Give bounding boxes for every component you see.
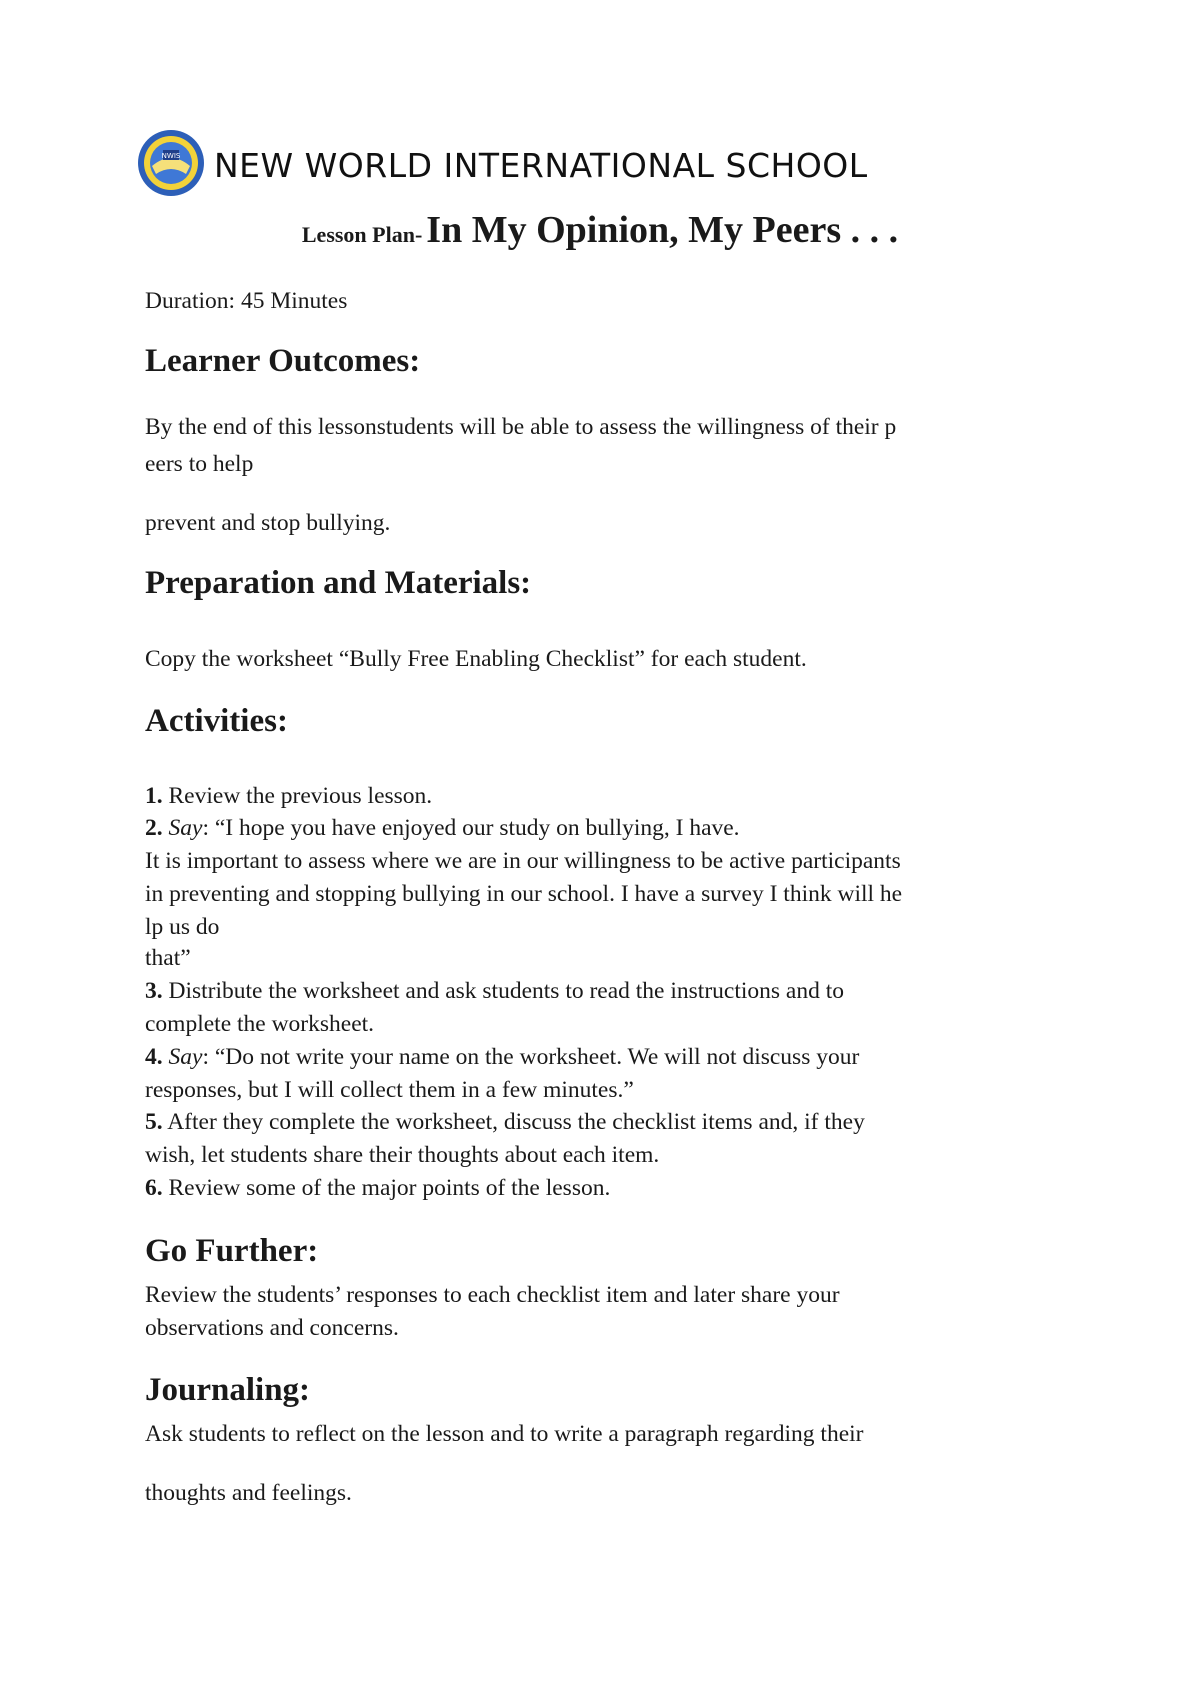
journaling-heading: Journaling:	[145, 1372, 311, 1408]
lesson-title	[0, 208, 1200, 252]
activity-number: 2.	[145, 815, 163, 841]
activity-item	[145, 1041, 859, 1073]
school-name: NEW WORLD INTERNATIONAL SCHOOL	[214, 146, 868, 185]
go-further-text: Review the students’ responses to each checklist item and later share your	[145, 1282, 840, 1308]
learner-outcomes-heading: Learner Outcomes:	[145, 343, 421, 379]
activity-item	[145, 812, 740, 844]
activity-text-cont: complete the worksheet.	[145, 1011, 375, 1037]
activity-text-cont: responses, but I will collect them in a few minutes.”	[145, 1077, 634, 1103]
activity-number: 5.	[145, 1109, 163, 1135]
lesson-title-main: In My Opinion, My Peers . . .	[426, 209, 899, 251]
say-label: Say	[168, 815, 203, 841]
activity-text-cont: It is important to assess where we are in our willingness to be active participants	[145, 848, 901, 874]
preparation-text: Copy the worksheet “Bully Free Enabling Checklist” for each student.	[145, 646, 807, 672]
activity-text: : “I hope you have enjoyed our study on bullying, I have.	[202, 815, 740, 841]
school-header	[136, 128, 1036, 198]
activities-heading: Activities:	[145, 703, 288, 739]
activity-number: 6.	[145, 1175, 163, 1201]
activity-text: : “Do not write your name on the worksheet. We will not discuss your	[202, 1044, 860, 1070]
activity-number: 1.	[145, 783, 163, 809]
activity-item	[145, 780, 432, 812]
activity-text: After they complete the worksheet, discuss the checklist items and, if they	[162, 1109, 865, 1135]
activity-text: Distribute the worksheet and ask students to read the instructions and to	[162, 978, 844, 1004]
activity-text: Review the previous lesson.	[162, 783, 433, 809]
activity-text-cont: in preventing and stopping bullying in our school. I have a survey I think will he	[145, 881, 903, 907]
journaling-text: thoughts and feelings.	[145, 1480, 352, 1506]
preparation-heading: Preparation and Materials:	[145, 565, 532, 601]
activity-item	[145, 1106, 865, 1138]
activity-item	[145, 975, 844, 1007]
activity-number: 3.	[145, 978, 163, 1004]
go-further-heading: Go Further:	[145, 1233, 319, 1269]
activity-text: Review some of the major points of the lesson.	[162, 1175, 611, 1201]
say-label: Say	[168, 1044, 203, 1070]
school-crest-logo-icon	[136, 128, 206, 198]
activity-number: 4.	[145, 1044, 163, 1070]
lesson-title-prefix: Lesson Plan-	[301, 222, 423, 247]
go-further-text: observations and concerns.	[145, 1315, 399, 1341]
activity-text-cont: that”	[145, 945, 191, 971]
learner-outcomes-line: By the end of this lessonstudents will be able to assess the willingness of their p	[145, 414, 897, 440]
activity-item	[145, 1172, 610, 1204]
duration-text: Duration: 45 Minutes	[145, 288, 348, 314]
svg-text:NWIS: NWIS	[161, 152, 181, 160]
activity-text-cont: wish, let students share their thoughts about each item.	[145, 1142, 660, 1168]
activity-text-cont: lp us do	[145, 914, 220, 940]
journaling-text: Ask students to reflect on the lesson and to write a paragraph regarding their	[145, 1421, 864, 1447]
learner-outcomes-line: eers to help	[145, 451, 254, 477]
learner-outcomes-line: prevent and stop bullying.	[145, 510, 391, 536]
